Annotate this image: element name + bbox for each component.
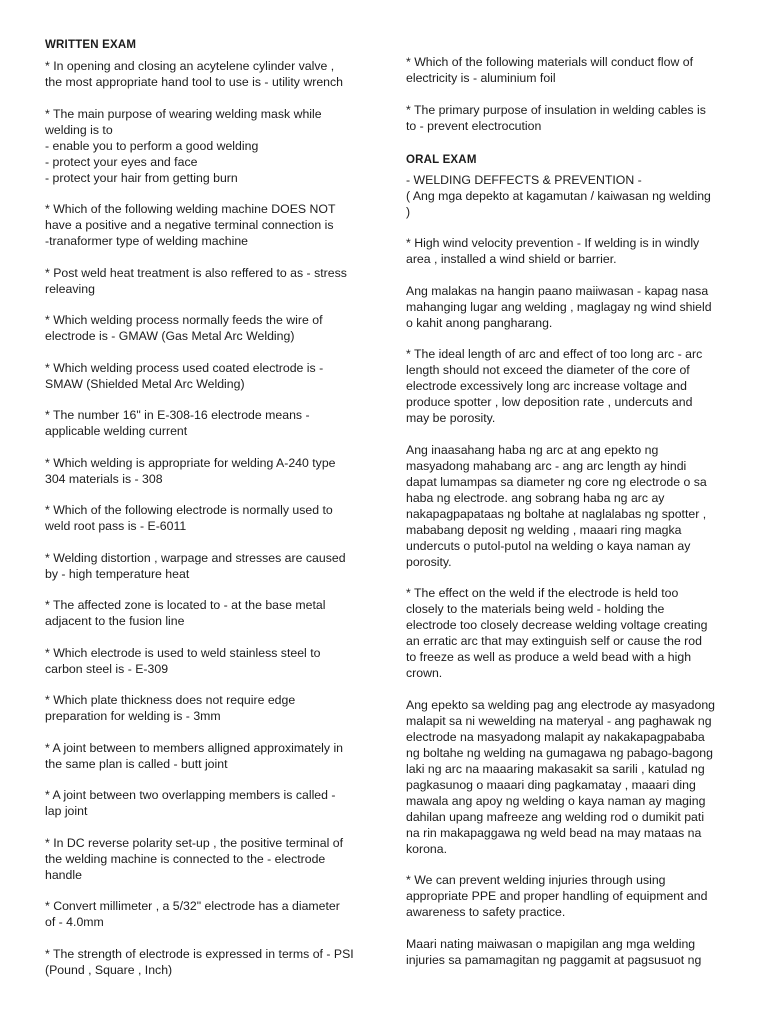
left-column [45, 37, 375, 993]
question-paragraph: * The strength of electrode is expressed in terms of - PSI (Pound , Square , Inch) [45, 946, 354, 977]
oral-paragraph: * The effect on the weld if the electrode is held too closely to the materials being weld - holding the electrode too closely decrease welding voltage creating an erratic arc that may extinguish self or cause the rod to freeze as well as produce a weld bead with a high crown. [406, 586, 708, 680]
question-paragraph: * In DC reverse polarity set-up , the positive terminal of the welding machine is connected to the - electrode handle [45, 835, 343, 882]
question-paragraph: * The primary purpose of insulation in welding cables is to - prevent electrocution [406, 102, 706, 133]
question-paragraph: * Which plate thickness does not require edge preparation for welding is - 3mm [45, 693, 296, 723]
question-paragraph: * Welding distortion , warpage and stresses are caused by - high temperature heat [45, 550, 346, 581]
right-column [406, 54, 736, 983]
oral-paragraph: Ang epekto sa welding pag ang electrode ay masyadong malapit sa ni wewelding na materyal - ang paghawak ng electrode na masyadong malapit ay nakakapagpababa ng boltahe ng welding na gumagawa ng pabago-bagong laki ng arc na maaaring makasakit sa sarili , katulad ng pagkasunog o maaari ding pagkamatay , maaari ding mawala ang apoy ng welding o kaya naman ay maging dahilan upang mafreeze ang welding rod o dumikit pati na rin makapaggawa ng weld bead na may mataas na korona. [406, 697, 716, 856]
oral-exam-heading: ORAL EXAM [406, 153, 477, 166]
question-paragraph: * Which of the following electrode is normally used to weld root pass is - E-6011 [45, 503, 333, 533]
oral-paragraph: * High wind velocity prevention - If welding is in windly area , installed a wind shield or barrier. [406, 236, 700, 266]
question-paragraph: * The affected zone is located to - at the base metal adjacent to the fusion line [45, 598, 326, 628]
oral-paragraph: Ang inaasahang haba ng arc at ang epekto ng masyadong mahabang arc - ang arc length ay hindi dapat lumampas sa diameter ng core ng electrode o sa haba ng electrode. ang sobrang haba ng arc ay nakapagpapataas ng boltahe at naglalabas ng spotter , mababang deposit ng welding , maaari ring magka undercuts o putol-putol na welding o kaya naman ay porosity. [406, 442, 707, 569]
question-paragraph: * A joint between two overlapping members is called - lap joint [45, 788, 336, 818]
oral-paragraph: * We can prevent welding injuries through using appropriate PPE and proper handling of equipment and awareness to safety practice. [406, 873, 708, 919]
question-paragraph: * Which of the following welding machine DOES NOT have a positive and a negative terminal connection is -tranaformer type of welding machine [45, 202, 336, 248]
question-paragraph: * Which welding process used coated electrode is - SMAW (Shielded Metal Arc Welding) [45, 360, 324, 391]
question-paragraph: * In opening and closing an acytelene cylinder valve , the most appropriate hand tool to use is - utility wrench [45, 59, 344, 89]
question-paragraph: * The main purpose of wearing welding mask while welding is to - enable you to perform a good welding - protect your eyes and face - protect your hair from getting burn [45, 106, 322, 185]
question-paragraph: * Which of the following materials will conduct flow of electricity is - aluminium foil [406, 55, 694, 85]
question-paragraph: * Which welding process normally feeds the wire of electrode is - GMAW (Gas Metal Arc Welding) [45, 313, 323, 343]
question-paragraph: * The number 16" in E-308-16 electrode means - applicable welding current [45, 408, 310, 438]
section-subtitle: - WELDING DEFFECTS & PREVENTION - ( Ang mga depekto at kagamutan / kaiwasan ng welding ) [406, 172, 711, 219]
oral-paragraph: * The ideal length of arc and effect of too long arc - arc length should not exceed the diameter of the core of electrode excessively long arc increase voltage and produce spotter , low deposition rate , undercuts and may be porosity. [406, 347, 703, 425]
oral-paragraph: Ang malakas na hangin paano maiiwasan - kapag nasa mahanging lugar ang welding , maglagay ng wind shield o kahit anong pangharang. [406, 283, 712, 330]
question-paragraph: * Post weld heat treatment is also reffered to as - stress releaving [45, 265, 347, 296]
question-paragraph: * Which welding is appropriate for welding A-240 type 304 materials is - 308 [45, 455, 336, 486]
oral-paragraph: Maari nating maiwasan o mapigilan ang mga welding injuries sa pamamagitan ng paggamit at pagsusuot ng [406, 936, 702, 967]
left-paragraphs [45, 58, 375, 978]
written-exam-heading: WRITTEN EXAM [45, 39, 137, 51]
question-paragraph: * A joint between to members alligned approximately in the same plan is called - butt joint [45, 740, 344, 771]
question-paragraph: * Which electrode is used to weld stainless steel to carbon steel is - E-309 [45, 645, 321, 676]
question-paragraph: * Convert millimeter , a 5/32" electrode has a diameter of - 4.0mm [45, 899, 340, 929]
